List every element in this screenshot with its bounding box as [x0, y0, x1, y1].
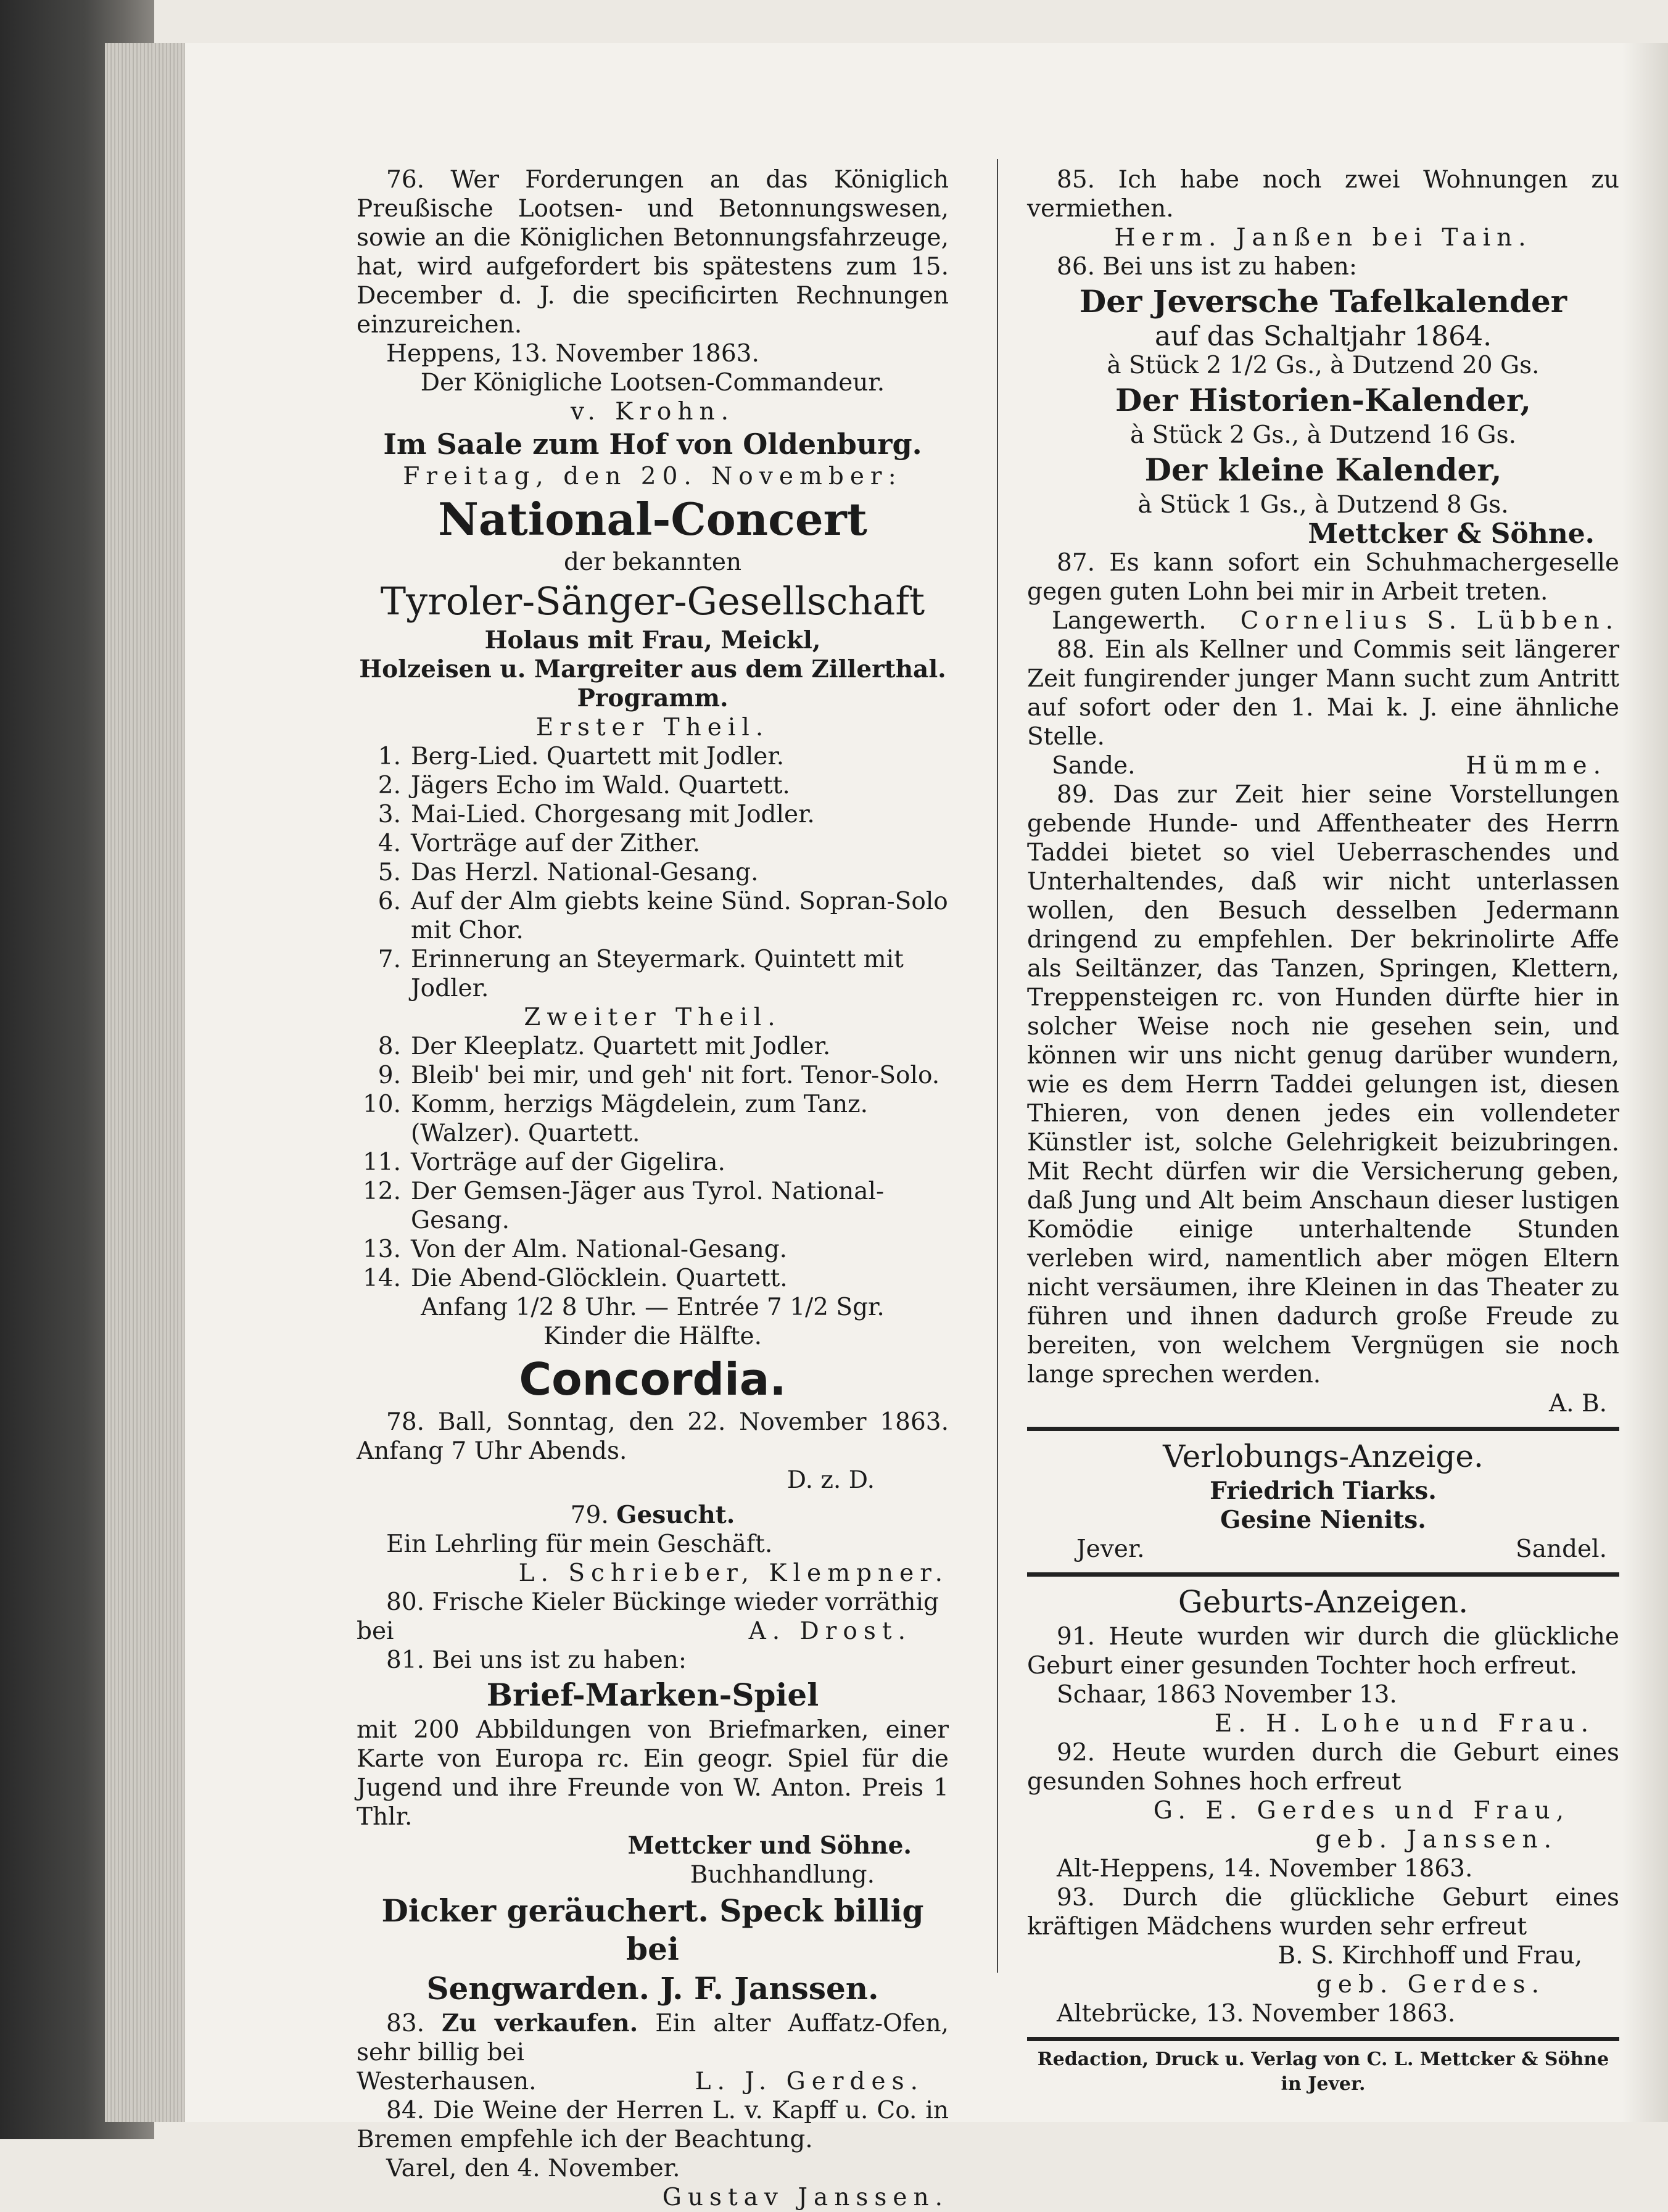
programme-list-part-2: [357, 1032, 949, 1293]
geburt-93-sig-2: geb. Gerdes.: [1316, 1971, 1545, 1999]
concert-anfang: Anfang 1/2 8 Uhr. — Entrée 7 1/2 Sgr.: [421, 1294, 885, 1321]
concordia-text: 78. Ball, Sonntag, den 22. November 1863. Anfang 7 Uhr Abends.: [357, 1408, 949, 1465]
ad-86-price-2: à Stück 2 Gs., à Dutzend 16 Gs.: [1130, 421, 1516, 449]
programme-item-number: 4.: [378, 830, 401, 857]
ad-86-price-3: à Stück 1 Gs., à Dutzend 8 Gs.: [1137, 491, 1509, 519]
concert-part-1: Erster Theil.: [535, 714, 770, 741]
programme-item-number: 13.: [362, 1236, 401, 1263]
programme-item-text: Das Herzl. National-Gesang.: [411, 859, 759, 886]
programme-item-number: 11.: [362, 1149, 401, 1176]
programme-item: [357, 1264, 949, 1293]
ad-84-sig: Gustav Janssen.: [662, 2184, 949, 2211]
concert-sub: der bekannten: [563, 548, 742, 576]
ad-83-sig: L. J. Gerdes.: [695, 2068, 924, 2095]
right-column: [1027, 165, 1619, 2115]
geburt-91-text: 91. Heute wurden wir durch die glückliche Geburt einer gesunden Tochter hoch erfreut.: [1027, 1623, 1619, 1680]
programme-item: [357, 1235, 949, 1264]
ad-81-sig2: Buchhandlung.: [690, 1861, 875, 1889]
concert-programm: Programm.: [577, 684, 729, 712]
concert-kinder: Kinder die Hälfte.: [543, 1323, 762, 1350]
ad-79-head: Gesucht.: [616, 1501, 735, 1529]
concert-part-2: Zweiter Theil.: [524, 1004, 782, 1031]
programme-item-number: 1.: [378, 743, 401, 770]
programme-item-number: 12.: [362, 1178, 401, 1205]
ad-82-line-2: Sengwarden. J. F. Janssen.: [426, 1970, 879, 2007]
programme-item: [357, 1061, 949, 1090]
ad-88-text: 88. Ein als Kellner und Commis seit längerer Zeit fungirender junger Mann sucht zum Antritt auf sofort oder den 1. Mai k. J. eine ähnliche Stelle.: [1027, 636, 1619, 751]
left-column: [357, 165, 949, 2212]
programme-item-number: 2.: [378, 772, 401, 799]
geburt-93-date: Altebrücke, 13. November 1863.: [1057, 2000, 1456, 2028]
geburt-91-sig: E. H. Lohe und Frau.: [1214, 1710, 1595, 1738]
programme-item-number: 7.: [378, 946, 401, 973]
programme-item-text: Von der Alm. National-Gesang.: [411, 1236, 788, 1263]
ad-87-sig: Cornelius S. Lübben.: [1240, 607, 1619, 635]
programme-item-text: Berg-Lied. Quartett mit Jodler.: [411, 743, 785, 770]
programme-item-number: 9.: [378, 1062, 401, 1089]
ad-81-intro: 81. Bei uns ist zu haben:: [386, 1646, 687, 1674]
ad-86-intro: 86. Bei uns ist zu haben:: [1057, 253, 1357, 281]
ad-83-text: Ein alter Auffatz-Ofen, sehr billig bei: [357, 2010, 949, 2066]
section-rule: [1027, 1427, 1619, 1431]
programme-item: [357, 771, 949, 800]
ad-83-num: 83.: [386, 2010, 425, 2037]
verlobung-title: Verlobungs-Anzeige.: [1163, 1438, 1484, 1474]
programme-item: [357, 945, 949, 1003]
verlobung-place-1: Jever.: [1076, 1535, 1145, 1563]
ad-82-line-1: Dicker geräuchert. Speck billig bei: [381, 1892, 924, 1967]
programme-item: [357, 800, 949, 829]
programme-item-text: Jägers Echo im Wald. Quartett.: [411, 772, 790, 799]
ad-81-title: Brief-Marken-Spiel: [486, 1677, 819, 1713]
ad-87-place: Langewerth.: [1052, 607, 1207, 635]
programme-item-number: 5.: [378, 859, 401, 886]
concert-members-2: Holzeisen u. Margreiter aus dem Zillerthal.: [359, 655, 946, 683]
section-rule: [1027, 2037, 1619, 2041]
programme-item-text: Auf der Alm giebts keine Sünd. Sopran-Solo mit Chor.: [411, 888, 948, 944]
ad-86-title-3: Der kleine Kalender,: [1144, 452, 1502, 488]
ad-80-text: 80. Frische Kieler Bückinge wieder vorräthig: [386, 1588, 939, 1616]
programme-item-number: 3.: [378, 801, 401, 828]
ad-79-text: Ein Lehrling für mein Geschäft.: [386, 1530, 773, 1558]
programme-item-text: Vorträge auf der Zither.: [411, 830, 701, 857]
programme-item: [357, 829, 949, 858]
ad-88-sig: Hümme.: [1466, 752, 1607, 780]
ad-79-sig: L. Schrieber, Klempner.: [518, 1559, 949, 1587]
concert-members-1: Holaus mit Frau, Meickl,: [484, 626, 821, 654]
ad-83-head: Zu verkaufen.: [442, 2009, 638, 2037]
ad-86-title-1b: auf das Schaltjahr 1864.: [1154, 321, 1492, 352]
programme-item: [357, 858, 949, 887]
geburt-91-date: Schaar, 1863 November 13.: [1057, 1681, 1397, 1709]
ad-76-office: Der Königliche Lootsen-Commandeur.: [420, 369, 885, 397]
ad-76-text: 76. Wer Forderungen an das Königlich Preußische Lootsen- und Betonnungswesen, sowie an die Königlichen Betonnungsfahrzeuge, hat, wird aufgefordert bis spätestens zum 15. December d. J. die specificirten Rechnungen einzureichen.: [357, 166, 949, 339]
programme-item: [357, 1032, 949, 1061]
ad-76-name: v. Krohn.: [570, 398, 735, 426]
programme-item-text: Erinnerung an Steyermark. Quintett mit Jodler.: [411, 946, 904, 1002]
ad-80-sig: A. Drost.: [748, 1617, 912, 1645]
ad-84-text: 84. Die Weine der Herren L. v. Kapff u. Co. in Bremen empfehle ich der Beachtung.: [357, 2097, 949, 2153]
programme-item: [357, 1177, 949, 1235]
programme-item-text: Mai-Lied. Chorgesang mit Jodler.: [411, 801, 815, 828]
concert-group: Tyroler-Sänger-Gesellschaft: [380, 579, 925, 624]
programme-item: [357, 1090, 949, 1148]
ad-86-title-1: Der Jeversche Tafelkalender: [1079, 283, 1567, 320]
ad-88-place: Sande.: [1052, 752, 1136, 780]
geburt-92-sig-2: geb. Janssen.: [1315, 1826, 1558, 1854]
column-rule: [997, 159, 998, 1973]
programme-item-text: Bleib' bei mir, und geh' nit fort. Tenor-Solo.: [411, 1062, 940, 1089]
ad-89-text: 89. Das zur Zeit hier seine Vorstellungen gebende Hunde- und Affentheater des Herrn Taddei bietet so viel Ueberraschendes und Unterhaltendes, daß wir nicht unterlassen wollen, den Besuch desselben Jedermann dringend zu empfehlen. Der bekrinolirte Affe als Seiltänzer, das Tanzen, Springen, Klettern, Treppensteigen rc. von Hunden dürfte hier in solcher Weise noch nie gesehen sein, und können wir uns nicht genug darüber wundern, wie es dem Herrn Taddei gelungen ist, diesen Thieren, von denen jedes ein vollendeter Künstler ist, solche Gelehrigkeit beizubringen. Mit Recht dürfen wir die Versicherung geben, daß Jung und Alt beim Anschaun dieser lustigen Komödie einige unterhaltende Stunden verleben wird, namentlich aber mögen Eltern nicht versäumen, ihre Kleinen in das Theater zu führen und ihnen dadurch große Freude zu bereiten, von welchem Vergnügen sie noch lange sprechen werden.: [1027, 781, 1619, 1389]
programme-item-number: 10.: [362, 1091, 401, 1118]
ad-79-num: 79.: [570, 1501, 609, 1529]
ad-81-sig: Mettcker und Söhne.: [627, 1831, 912, 1860]
concordia-sig: D. z. D.: [787, 1466, 875, 1494]
programme-item-text: Komm, herzigs Mägdelein, zum Tanz. (Walzer). Quartett.: [411, 1091, 869, 1147]
concert-venue: Im Saale zum Hof von Oldenburg.: [383, 427, 922, 461]
ad-87-text: 87. Es kann sofort ein Schuhmachergeselle gegen guten Lohn bei mir in Arbeit treten.: [1027, 549, 1619, 606]
geburt-title: Geburts-Anzeigen.: [1178, 1584, 1469, 1620]
geburt-92-date: Alt-Heppens, 14. November 1863.: [1057, 1855, 1473, 1883]
ad-86-price-1: à Stück 2 1/2 Gs., à Dutzend 20 Gs.: [1107, 352, 1540, 379]
programme-item: [357, 887, 949, 945]
ad-83-place: Westerhausen.: [357, 2068, 537, 2095]
programme-item-number: 8.: [378, 1033, 401, 1060]
section-rule: [1027, 1572, 1619, 1577]
concordia-title: Concordia.: [519, 1353, 787, 1405]
ad-85-text: 85. Ich habe noch zwei Wohnungen zu vermiethen.: [1027, 166, 1619, 223]
ad-76-date: Heppens, 13. November 1863.: [386, 340, 759, 368]
programme-item-number: 14.: [362, 1265, 401, 1292]
ad-81-text: mit 200 Abbildungen von Briefmarken, einer Karte von Europa rc. Ein geogr. Spiel für die Jugend und ihre Freunde von W. Anton. Preis 1 Thlr.: [357, 1716, 949, 1831]
page-stack-edge: [105, 43, 191, 2122]
programme-item: [357, 742, 949, 771]
programme-item-text: Vorträge auf der Gigelira.: [411, 1149, 725, 1176]
ad-86-sig: Mettcker & Söhne.: [1308, 518, 1595, 550]
ad-86-title-2: Der Historien-Kalender,: [1115, 382, 1531, 418]
ad-89-sig: A. B.: [1548, 1390, 1607, 1418]
programme-list-part-1: [357, 742, 949, 1003]
geburt-92-text: 92. Heute wurden durch die Geburt eines gesunden Sohnes hoch erfreut: [1027, 1739, 1619, 1796]
concert-title: National-Concert: [438, 493, 867, 545]
concert-date: Freitag, den 20. November:: [403, 463, 902, 490]
geburt-93-sig: B. S. Kirchhoff und Frau,: [1278, 1942, 1582, 1970]
verlobung-place-2: Sandel.: [1515, 1535, 1607, 1563]
geburt-92-sig: G. E. Gerdes und Frau,: [1153, 1797, 1570, 1825]
programme-item-text: Der Kleeplatz. Quartett mit Jodler.: [411, 1033, 831, 1060]
imprint: Redaction, Druck u. Verlag von C. L. Mettcker & Söhne in Jever.: [1037, 2049, 1609, 2095]
geburt-93-text: 93. Durch die glückliche Geburt eines kräftigen Mädchens wurden sehr erfreut: [1027, 1884, 1619, 1941]
ad-80-bei: bei: [357, 1617, 394, 1645]
programme-item-text: Die Abend-Glöcklein. Quartett.: [411, 1265, 788, 1292]
ad-85-sig: Herm. Janßen bei Tain.: [1114, 224, 1532, 252]
verlobung-name-2: Gesine Nienits.: [1220, 1506, 1426, 1534]
programme-item-number: 6.: [378, 888, 401, 915]
programme-item-text: Der Gemsen-Jäger aus Tyrol. National-Gesang.: [411, 1178, 885, 1234]
ad-84-date: Varel, den 4. November.: [386, 2155, 680, 2182]
verlobung-name-1: Friedrich Tiarks.: [1210, 1477, 1437, 1505]
programme-item: [357, 1148, 949, 1177]
